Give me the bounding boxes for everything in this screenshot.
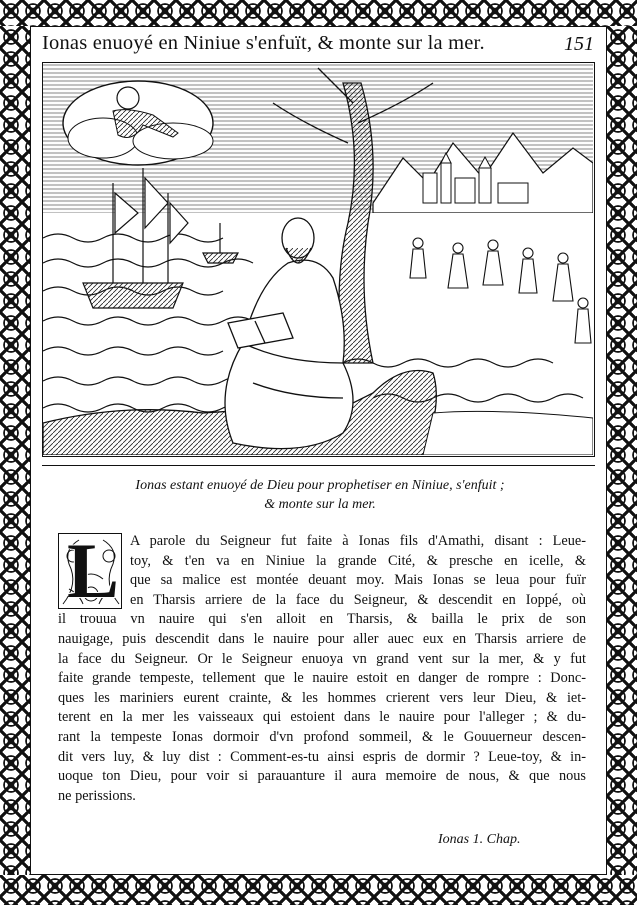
caption-line-1: Ionas estant enuoyé de Dieu pour prophetiser en Niniue, s'enfuit ; (135, 478, 505, 493)
ornamental-border-right (607, 26, 637, 875)
body-line: nauigage, puis descendit dans le nauire pour aller auec eux en Tharsis arriere de (58, 630, 586, 647)
body-line: la face du Seigneur. Or le Seigneur enuoya vn grand vent sur la mer, & y fut (58, 650, 586, 667)
caption-line-2: & monte sur la mer. (264, 497, 376, 512)
body-line: ne perissions. (58, 787, 136, 804)
drop-cap-letter: L (67, 533, 120, 609)
body-line: toy, & t'en va en Niniue la grande Cité, & presche en icelle, & (130, 552, 586, 569)
shore (423, 411, 593, 455)
body-text (58, 532, 586, 806)
body-line: terent en la mer les vaisseaux qui estoient dans le nauire pour l'alleger ; & du- (58, 709, 586, 726)
body-line: uoque ton Dieu, pour voir si parauanture il aura memoire de nous, & que nous (58, 768, 586, 785)
page-header (38, 30, 600, 58)
body-line: A parole du Seigneur fut faite à Ionas fils d'Amathi, disant : Leue- (130, 533, 586, 549)
ornamental-border-bottom (0, 875, 637, 905)
god-in-clouds (63, 81, 213, 165)
page-number: 151 (564, 33, 594, 55)
ornamental-border-top (0, 0, 637, 26)
body-line: rant la tempeste Ionas dormoir d'vn profond sommeil, & le Gouuerneur descen- (58, 728, 586, 745)
illustration-caption (60, 476, 580, 514)
caption-rule (42, 465, 595, 466)
body-line: en Tharsis arriere de la face du Seigneur, & descendit en Ioppé, où (130, 591, 586, 608)
body-line: faite grande tempeste, tellement que le nauire estoit en danger de rompre : Donc- (58, 670, 586, 687)
woodcut-illustration (42, 62, 595, 457)
page-title: Ionas enuoyé en Niniue s'enfuït, & monte sur la mer. (42, 32, 485, 54)
body-line: que sa malice est montée deuant moy. Mais Ionas se leua pour fuïr (130, 572, 586, 589)
body-line: il trouua vn nauire qui s'en alloit en Tharsis, & bailla le prix de son (58, 611, 586, 628)
body-line: ques les mariniers eurent crainte, & les hommes crierent vers leur Dieu, & iet- (58, 689, 586, 706)
ornamental-border-left (0, 26, 30, 875)
body-line: dit vers luy, & luy dist : Comment-es-tu ainsi espris de dormir ? Leue-toy, & in- (58, 748, 586, 765)
chapter-reference: Ionas 1. Chap. (438, 832, 521, 847)
